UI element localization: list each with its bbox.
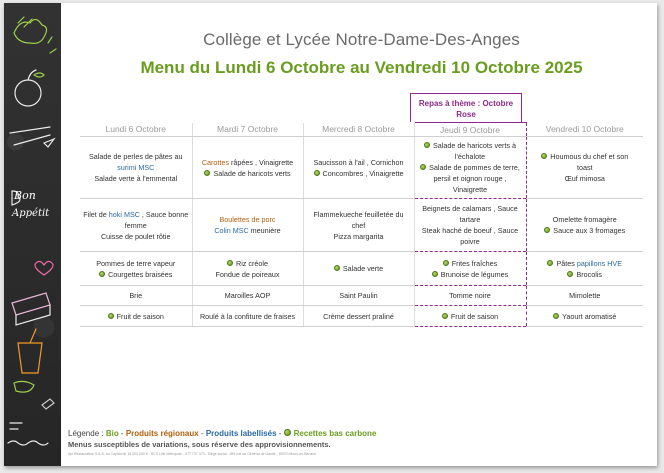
day-header-wednesday: Mercredi 8 Octobre [303, 123, 414, 137]
menu-item: Filet de [83, 209, 109, 219]
menu-item: Frites fraîches [451, 258, 498, 268]
day-header-thursday: Jeudi 9 Octobre [414, 123, 526, 137]
menu-item: Saucisson à l'ail , Cornichon [313, 157, 404, 167]
side-friday [526, 252, 643, 286]
menu-item: Omelette fromagère [552, 215, 617, 224]
dessert-monday [80, 306, 192, 327]
day-header-row [80, 123, 643, 137]
menu-item: Beignets de calamars , Sauce [422, 204, 518, 213]
menu-page [4, 3, 657, 466]
theme-day-banner [410, 93, 522, 122]
side-monday [80, 252, 192, 286]
starter-wednesday [303, 137, 414, 199]
bon-text: Bon [14, 189, 36, 202]
menu-item: poivre [460, 237, 480, 246]
side-tuesday [192, 252, 303, 286]
legend-separator: - [118, 429, 126, 438]
menu-table [80, 122, 643, 327]
day-header-tuesday: Mardi 7 Octobre [192, 123, 303, 137]
side-wednesday [303, 252, 414, 286]
low-carbon-icon [284, 429, 291, 436]
menu-item: Concombres , Vinaigrette [322, 168, 404, 178]
menu-item: Salade de haricots verts à [432, 141, 517, 150]
menu-item: Pâtes [556, 258, 577, 268]
low-carbon-icon [541, 153, 547, 159]
legend-separator: - [276, 429, 284, 438]
menu-item: Salade de perles de pâtes au [88, 152, 183, 161]
availability-note: Menus susceptibles de variations, sous réserve des approvisionnements. [68, 440, 331, 449]
mains-row [80, 199, 643, 252]
menu-item: femme [124, 220, 147, 230]
low-carbon-icon [424, 142, 430, 148]
low-carbon-icon [544, 227, 550, 233]
menu-item: Fondue de poireaux [215, 269, 280, 279]
starters-row [80, 137, 643, 199]
main-tuesday [192, 199, 303, 252]
menu-item-regional: Boulettes de porc [219, 215, 276, 224]
dessert-friday [526, 306, 643, 327]
dessert-thursday [414, 306, 526, 327]
legend-low-carbon: Recettes bas carbone [293, 429, 377, 438]
side-thursday [414, 252, 526, 286]
theme-line-2: Rose [456, 110, 476, 119]
menu-item: Fruit de saison [116, 311, 164, 321]
menu-item-labelled: surimi MSC [117, 163, 155, 172]
day-header-monday: Lundi 6 Octobre [80, 123, 192, 137]
menu-item: chef [351, 220, 366, 230]
menu-item: Flammekueche feuilletée du [313, 209, 404, 219]
menu-item: Œuf mimosa [564, 174, 605, 183]
desserts-row [80, 306, 643, 327]
company-fine-print: Api Restauration S.A.S. au Capital de 16 000 000 € - RCS Lille Métropole - 477 737 373 - Siège social : 289 rue du Général de Gaulle - 59370 Mons-en-Barœul [68, 452, 316, 456]
menu-item: Salade de pommes de terre, [429, 163, 520, 172]
menu-item: Pizza margarita [333, 231, 384, 241]
menu-item: toast [576, 163, 593, 172]
low-carbon-icon [334, 265, 340, 271]
main-monday [80, 199, 192, 252]
cheese-monday: Brie [80, 286, 192, 306]
menu-item-labelled: papillons HVE [576, 258, 623, 268]
low-carbon-icon [99, 271, 105, 277]
menu-item: râpées , Vinaigrette [228, 157, 294, 167]
day-header-friday: Vendredi 10 Octobre [526, 123, 643, 137]
starter-tuesday [192, 137, 303, 199]
menu-item: Cuisse de poulet rôtie [100, 231, 171, 241]
sides-row [80, 252, 643, 286]
low-carbon-icon [567, 271, 573, 277]
menu-item: Yaourt aromatisé [562, 311, 617, 321]
legend-labelled: Produits labellisés [205, 429, 277, 438]
low-carbon-icon [420, 164, 426, 170]
legend-regional: Produits régionaux [125, 429, 199, 438]
cheese-row [80, 286, 643, 306]
low-carbon-icon [204, 170, 210, 176]
chalkboard-sidebar [4, 3, 61, 466]
main-wednesday [303, 199, 414, 252]
starter-thursday [414, 137, 526, 199]
starter-friday [526, 137, 643, 199]
menu-item: Riz créole [236, 258, 268, 268]
dessert-tuesday: Roulé à la confiture de fraises [192, 306, 303, 327]
low-carbon-icon [553, 313, 559, 319]
menu-item: Fruit de saison [450, 311, 499, 321]
low-carbon-icon [108, 313, 114, 319]
legend-bio: Bio [105, 429, 119, 438]
low-carbon-icon [442, 313, 448, 319]
cheese-friday: Mimolette [526, 286, 643, 306]
theme-line-1: Repas à thème : Octobre [418, 99, 514, 108]
main-friday [526, 199, 643, 252]
menu-item: Brocolis [576, 269, 603, 279]
low-carbon-icon [547, 260, 553, 266]
menu-item: Salade verte [342, 264, 384, 273]
menu-item: Pommes de terre vapeur [96, 258, 176, 268]
cheese-tuesday: Maroilles AOP [192, 286, 303, 306]
legend-separator: - [198, 429, 206, 438]
starter-monday [80, 137, 192, 199]
menu-item: l'échalote [454, 152, 486, 161]
legend [68, 429, 376, 438]
menu-item: Steak haché de boeuf , Sauce [421, 226, 519, 235]
menu-item: Courgettes braisées [108, 269, 173, 279]
chalk-doodles-illustration [4, 3, 61, 466]
menu-item: tartare [459, 215, 481, 224]
menu-item: Houmous du chef et son [550, 152, 629, 161]
menu-item: Vinaigrette [452, 185, 488, 194]
low-carbon-icon [443, 260, 449, 266]
menu-item: persil et oignon rouge , [433, 174, 507, 183]
menu-item-regional: Carottes [201, 157, 229, 167]
page-subtitle: Menu du Lundi 6 Octobre au Vendredi 10 Octobre 2025 [140, 58, 583, 77]
menu-item-labelled: hoki MSC [108, 209, 140, 219]
menu-item-labelled: Colin MSC [214, 226, 249, 235]
low-carbon-icon [432, 271, 438, 277]
low-carbon-icon [227, 260, 233, 266]
menu-item: Sauce aux 3 fromages [553, 226, 626, 235]
menu-item: Brunoise de légumes [440, 269, 509, 279]
cheese-thursday: Tomme noire [414, 286, 526, 306]
page-title: Collège et Lycée Notre-Dame-Des-Anges [203, 30, 520, 49]
low-carbon-icon [314, 170, 320, 176]
appetit-text: Appétit [12, 208, 50, 219]
legend-prefix: Légende : [68, 429, 106, 438]
dessert-wednesday: Crème dessert praliné [303, 306, 414, 327]
cheese-wednesday: Saint Paulin [303, 286, 414, 306]
menu-item: , Sauce bonne [139, 209, 189, 219]
main-thursday [414, 199, 526, 252]
menu-item: Salade verte à l'emmental [94, 174, 178, 183]
menu-item: meunière [248, 226, 281, 235]
menu-item: Salade de haricots verts [213, 168, 291, 178]
